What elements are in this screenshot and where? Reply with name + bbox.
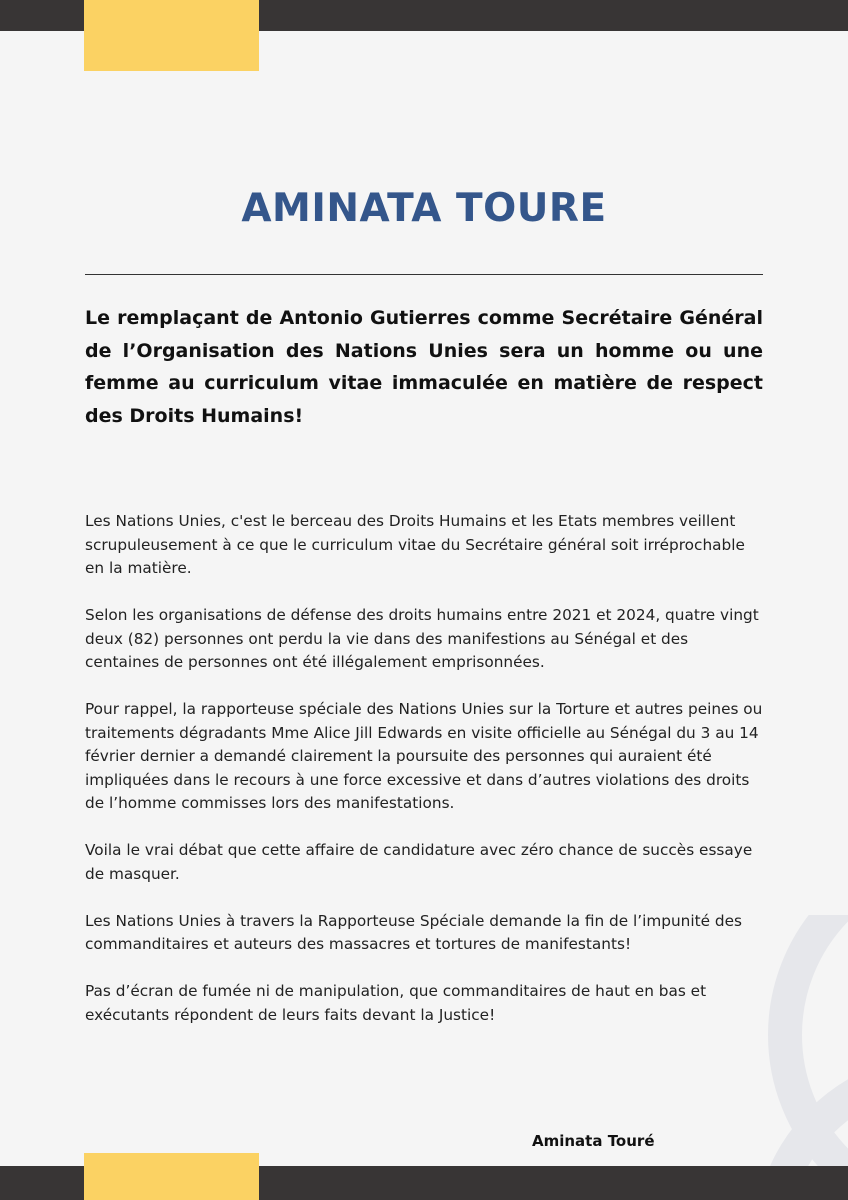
paragraph: Pour rappel, la rapporteuse spéciale des Nations Unies sur la Torture et autres peines ou traitements dégradants Mme Alice Jill Edwards en visite officielle au Sénégal du 3 au 14 février dernier a demandé clairement la poursuite des personnes qui auraient été impliquées dans le recours à une force excessive et dans d’autres violations des droits de l’homme commisses lors des manifestations.	[85, 700, 763, 812]
article-body	[85, 510, 765, 1051]
bottom-accent-block	[84, 1153, 259, 1200]
paragraph: Les Nations Unies, c'est le berceau des Droits Humains et les Etats membres veillent scrupuleusement à ce que le curriculum vitae du Secrétaire général soit irréprochable en la matière.	[85, 512, 745, 577]
paragraph: Voila le vrai débat que cette affaire de candidature avec zéro chance de succès essaye de masquer.	[85, 841, 753, 883]
page-title: AMINATA TOURE	[241, 186, 607, 231]
paragraph: Les Nations Unies à travers la Rapporteuse Spéciale demande la fin de l’impunité des commanditaires et auteurs des massacres et tortures de manifestants!	[85, 911, 742, 953]
top-accent-block	[84, 0, 259, 71]
paragraph: Pas d’écran de fumée ni de manipulation, que commanditaires de haut en bas et exécutants répondent de leurs faits devant la Justice!	[85, 982, 707, 1024]
title-divider	[85, 274, 763, 275]
signature: Aminata Touré	[532, 1132, 655, 1150]
headline: Le remplaçant de Antonio Gutierres comme Secrétaire Général de l’Organisation des Nations Unies sera un homme ou une femme au curriculum vitae immaculée en matière de respect des Droits Humains!	[85, 307, 763, 427]
paragraph: Selon les organisations de défense des droits humains entre 2021 et 2024, quatre vingt deux (82) personnes ont perdu la vie dans des manifestions au Sénégal et des centaines de personnes ont été illégalement emprisonnées.	[85, 606, 759, 671]
